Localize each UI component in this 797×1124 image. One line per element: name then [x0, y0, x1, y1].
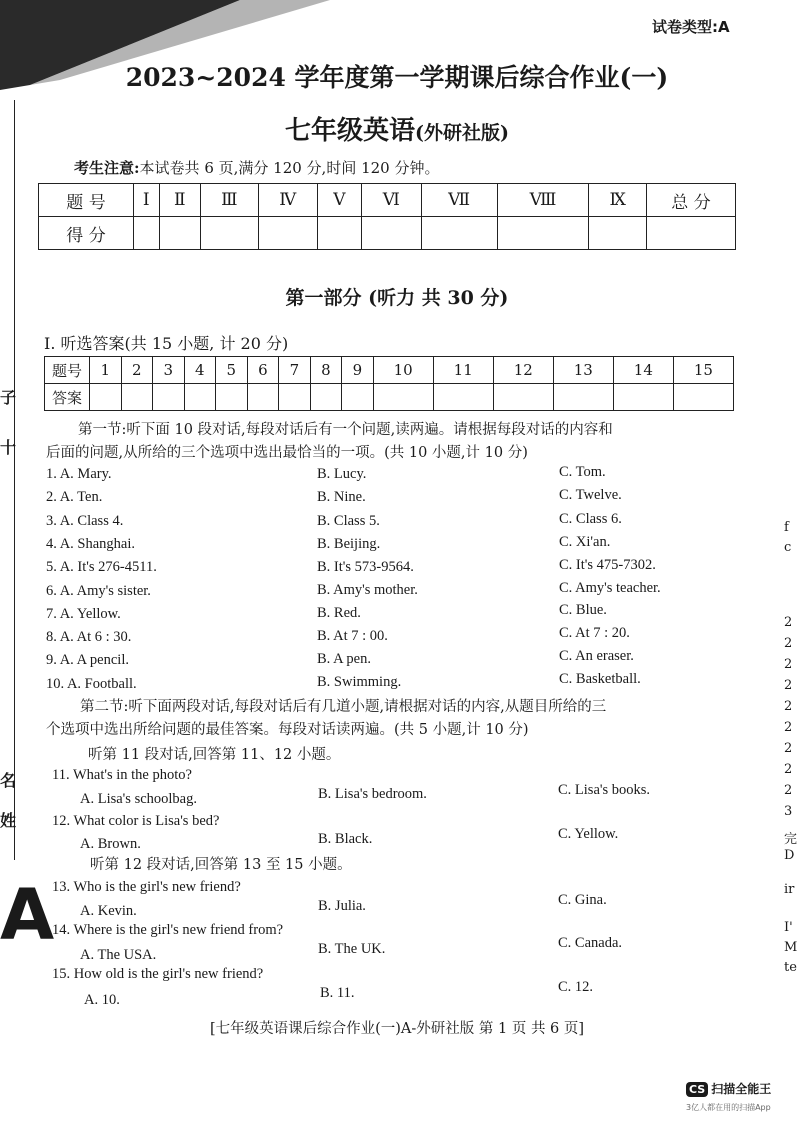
score-cell	[201, 217, 259, 250]
section-instruction: 第一节:听下面 10 段对话,每段对话后有一个问题,读两遍。请根据每段对话的内容和	[78, 422, 613, 438]
main-title: 2023~2024 学年度第一学期课后综合作业(一)	[125, 63, 669, 92]
part-title: 第一部分 (听力 共 30 分)	[285, 287, 509, 309]
edge-fragment: I'	[784, 920, 793, 935]
answer-cell	[184, 384, 216, 411]
option-b: B. It's 573-9564.	[317, 559, 414, 575]
notice-text: 本试卷共 6 页,满分 120 分,时间 120 分钟。	[139, 159, 440, 177]
score-cell	[361, 217, 421, 250]
answer-cell	[247, 384, 279, 411]
answer-cell	[433, 384, 493, 411]
section-title: Ⅰ. 听选答案(共 15 小题, 计 20 分)	[44, 334, 289, 353]
option-c: C. An eraser.	[559, 648, 634, 664]
option-c: C. It's 475-7302.	[559, 557, 656, 573]
score-header-cell: Ⅴ	[317, 184, 361, 217]
answer-number-cell: 1	[90, 357, 122, 384]
answer-number-row	[45, 357, 734, 384]
answer-cell	[553, 384, 613, 411]
option-a: A. Brown.	[80, 836, 141, 852]
binding-margin	[0, 100, 15, 860]
score-header-cell: 题 号	[39, 184, 134, 217]
option-b: B. Lisa's bedroom.	[318, 786, 427, 802]
answer-header-cell: 题号	[45, 357, 90, 384]
answer-number-cell: 4	[184, 357, 216, 384]
option-c: C. Twelve.	[559, 487, 622, 503]
answer-number-cell: 2	[121, 357, 153, 384]
answer-cell	[121, 384, 153, 411]
answer-number-cell: 6	[247, 357, 279, 384]
score-row-label: 得 分	[39, 217, 134, 250]
section-instruction: 后面的问题,从所给的三个选项中选出最恰当的一项。(共 10 小题,计 10 分)	[46, 445, 528, 461]
answer-cell	[342, 384, 374, 411]
score-cell	[497, 217, 589, 250]
option-a: 3. A. Class 4.	[46, 513, 124, 529]
score-cell	[589, 217, 647, 250]
edge-fragment: 2	[784, 657, 793, 672]
option-a: 6. A. Amy's sister.	[46, 583, 151, 599]
margin-char: 十	[0, 438, 17, 457]
score-header-cell: Ⅱ	[159, 184, 201, 217]
score-header-cell: 总 分	[647, 184, 736, 217]
edge-fragment: te	[784, 960, 797, 975]
option-c: C. At 7 : 20.	[559, 625, 630, 641]
question-stem: 12. What color is Lisa's bed?	[52, 813, 220, 829]
option-c: C. Canada.	[558, 935, 623, 951]
option-a: A. Lisa's schoolbag.	[80, 791, 197, 807]
edge-fragment: 2	[784, 699, 793, 714]
answer-number-cell: 10	[373, 357, 433, 384]
option-b: B. Amy's mother.	[317, 582, 418, 598]
question-stem: 13. Who is the girl's new friend?	[52, 879, 241, 895]
option-b: B. Beijing.	[317, 536, 381, 552]
answer-number-cell: 14	[613, 357, 673, 384]
answer-number-cell: 12	[493, 357, 553, 384]
option-b: B. 11.	[320, 985, 355, 1001]
watermark-text: 扫描全能王	[711, 1082, 772, 1096]
score-cell	[159, 217, 201, 250]
answer-cell	[673, 384, 733, 411]
option-c: C. Lisa's books.	[558, 782, 651, 798]
subject-name: 七年级英语	[285, 116, 416, 146]
option-b: B. At 7 : 00.	[317, 628, 388, 644]
option-c: C. Yellow.	[558, 826, 619, 842]
score-header-cell: Ⅳ	[258, 184, 317, 217]
option-a: 7. A. Yellow.	[46, 606, 121, 622]
edge-fragment: 2	[784, 741, 793, 756]
answer-cell	[493, 384, 553, 411]
score-cell	[258, 217, 317, 250]
edge-fragment: c	[784, 540, 792, 555]
section-instruction: 第二节:听下面两段对话,每段对话后有几道小题,请根据对话的内容,从题目所给的三	[80, 699, 607, 715]
answer-number-cell: 13	[553, 357, 613, 384]
answer-cell	[310, 384, 342, 411]
option-b: B. Class 5.	[317, 513, 380, 529]
option-a: A. 10.	[84, 992, 120, 1008]
scanner-watermark	[686, 1080, 771, 1097]
paper-type: 试卷类型:A	[652, 18, 730, 36]
option-a: A. The USA.	[80, 947, 157, 963]
answer-number-cell: 5	[216, 357, 248, 384]
answer-cell	[613, 384, 673, 411]
subject-title	[0, 110, 794, 147]
edge-fragment: 2	[784, 615, 793, 630]
option-c: C. Class 6.	[559, 511, 622, 527]
edge-fragment: 2	[784, 636, 793, 651]
score-cell	[317, 217, 361, 250]
option-a: 9. A. A pencil.	[46, 652, 129, 668]
answer-cell	[216, 384, 248, 411]
option-a: 2. A. Ten.	[46, 489, 103, 505]
option-b: B. Lucy.	[317, 466, 367, 482]
score-cell	[421, 217, 497, 250]
question-stem: 11. What's in the photo?	[52, 767, 192, 783]
option-c: C. Basketball.	[559, 671, 641, 687]
score-header-cell: Ⅰ	[134, 184, 160, 217]
edge-fragment: 2	[784, 678, 793, 693]
score-header-cell: Ⅸ	[589, 184, 647, 217]
edge-fragment: f	[784, 520, 789, 535]
option-b: B. Black.	[318, 831, 373, 847]
question-stem: 14. Where is the girl's new friend from?	[52, 922, 284, 938]
option-c: C. Tom.	[559, 464, 606, 480]
option-c: C. Xi'an.	[559, 534, 611, 550]
dialog-intro: 听第 12 段对话,回答第 13 至 15 小题。	[90, 857, 352, 873]
score-table	[38, 183, 736, 250]
margin-char: 姓	[0, 811, 17, 830]
answer-number-cell: 7	[279, 357, 311, 384]
option-a: A. Kevin.	[80, 903, 137, 919]
option-a: 4. A. Shanghai.	[46, 536, 136, 552]
answer-cell	[279, 384, 311, 411]
question-stem: 15. How old is the girl's new friend?	[52, 966, 264, 982]
option-c: C. Gina.	[558, 892, 607, 908]
page-footer: [七年级英语课后综合作业(一)A-外研社版 第 1 页 共 6 页]	[209, 1021, 585, 1037]
edition-label: (外研社版)	[415, 122, 509, 144]
notice-label: 考生注意:	[74, 159, 140, 177]
option-b: B. Julia.	[318, 898, 366, 914]
answer-number-cell: 9	[342, 357, 374, 384]
answer-number-cell: 3	[153, 357, 185, 384]
option-a: 8. A. At 6 : 30.	[46, 629, 132, 645]
edge-fragment: ir	[784, 882, 795, 897]
edge-fragment: 3	[784, 804, 793, 819]
margin-char: 子	[0, 388, 17, 407]
option-c: C. Amy's teacher.	[559, 580, 661, 596]
option-b: B. Swimming.	[317, 674, 402, 690]
answer-number-cell: 15	[673, 357, 733, 384]
edge-fragment: 2	[784, 783, 793, 798]
cs-logo-icon: CS	[686, 1082, 708, 1097]
option-b: B. The UK.	[318, 941, 386, 957]
score-row	[39, 217, 736, 250]
edge-fragment: 2	[784, 720, 793, 735]
dialog-intro: 听第 11 段对话,回答第 11、12 小题。	[88, 747, 341, 763]
option-b: B. Nine.	[317, 489, 366, 505]
watermark-subtext: 3亿人都在用的扫描App	[686, 1103, 771, 1112]
answer-cell	[90, 384, 122, 411]
option-b: B. A pen.	[317, 651, 371, 667]
option-c: C. 12.	[558, 979, 594, 995]
option-a: 1. A. Mary.	[46, 466, 112, 482]
score-header-cell: Ⅲ	[201, 184, 259, 217]
answer-cell	[153, 384, 185, 411]
answer-row	[45, 384, 734, 411]
answer-table	[44, 356, 734, 411]
score-header-cell: Ⅶ	[421, 184, 497, 217]
edge-fragment: M	[784, 940, 797, 955]
exam-notice	[74, 157, 440, 178]
edge-fragment: 2	[784, 762, 793, 777]
answer-cell	[373, 384, 433, 411]
option-a: 5. A. It's 276-4511.	[46, 559, 157, 575]
answer-number-cell: 8	[310, 357, 342, 384]
answer-label-cell: 答案	[45, 384, 90, 411]
option-c: C. Blue.	[559, 602, 607, 618]
score-header-cell: Ⅷ	[497, 184, 589, 217]
score-cell	[134, 217, 160, 250]
edge-fragment: D	[784, 848, 795, 863]
answer-number-cell: 11	[433, 357, 493, 384]
option-a: 10. A. Football.	[46, 676, 137, 692]
option-b: B. Red.	[317, 605, 361, 621]
margin-big-letter: A	[0, 874, 55, 956]
score-header-row	[39, 184, 736, 217]
section-instruction: 个选项中选出所给问题的最佳答案。每段对话读两遍。(共 5 小题,计 10 分)	[46, 722, 529, 738]
margin-char: 名	[0, 771, 17, 790]
score-cell	[647, 217, 736, 250]
score-header-cell: Ⅵ	[361, 184, 421, 217]
edge-fragment: 完	[784, 832, 797, 847]
